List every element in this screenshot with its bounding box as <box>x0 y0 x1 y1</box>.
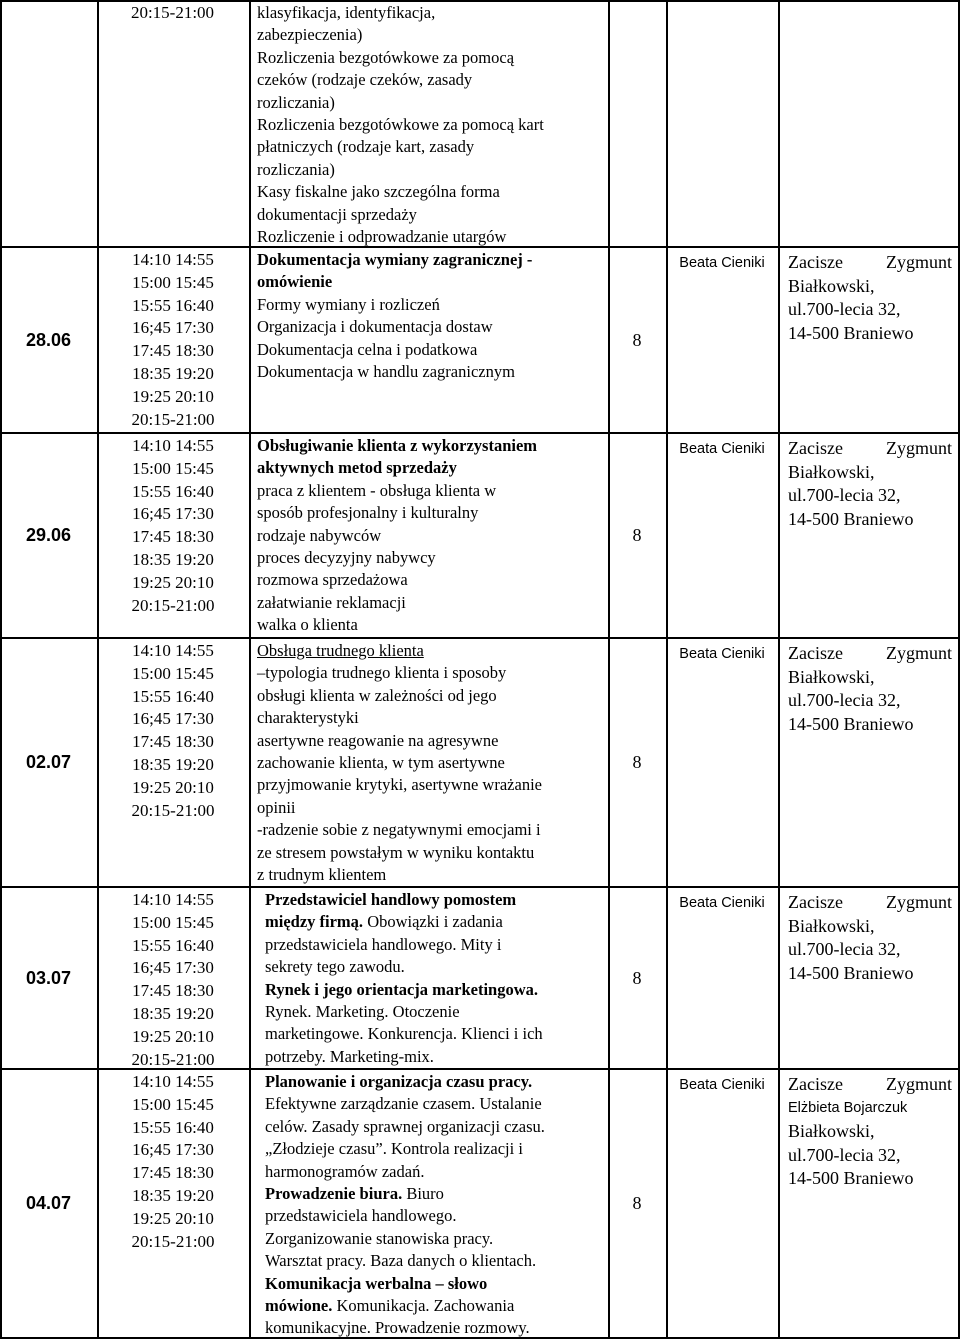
topic-line <box>265 1250 602 1272</box>
venue-name-part: Zacisze <box>788 438 843 458</box>
topic-line <box>265 1161 602 1183</box>
topic-line: ze stresem powstałym w wyniku kontaktu <box>257 842 535 862</box>
time-slot: 20:15-21:00 <box>131 595 215 615</box>
topic-line: sposób profesjonalny i kulturalny <box>257 503 479 523</box>
topic-line <box>265 934 602 956</box>
time-slot: 15:00 15:45 <box>132 458 214 478</box>
hours-count: 8 <box>632 967 642 988</box>
time-slots <box>97 887 249 1069</box>
topic-line: walka o klienta <box>257 615 358 635</box>
topic-segment: Rynek. Marketing. Otoczenie <box>265 1002 460 1022</box>
topic-segment: przedstawiciela handlowego. Mity i <box>265 934 502 954</box>
venue-address-line: ul.700-lecia 32, <box>788 690 901 710</box>
venue-address-line: ul.700-lecia 32, <box>788 299 901 319</box>
topic-segment: harmonogramów zadań. <box>265 1161 425 1181</box>
trainer: Beata Cieniki <box>679 895 765 911</box>
time-slot: 15:00 15:45 <box>132 1094 214 1114</box>
session-date: 29.06 <box>25 525 72 545</box>
topic-segment: Efektywne zarządzanie czasem. Ustalanie <box>265 1094 542 1114</box>
topic-line: klasyfikacja, identyfikacja, <box>257 3 436 22</box>
topic-line <box>265 911 602 933</box>
trainer-name <box>666 247 778 433</box>
venue-name <box>788 251 952 275</box>
topic-line: zabezpieczenia) <box>257 25 363 45</box>
time-slot: 18:35 19:20 <box>132 1003 214 1023</box>
topic-line: –typologia trudnego klienta i sposoby <box>257 663 507 683</box>
time-slot: 15:55 16:40 <box>132 295 214 315</box>
topic-segment: Komunikacja. Zachowania <box>332 1296 515 1316</box>
topic-line: Organizacja i dokumentacja dostaw <box>257 317 493 337</box>
time-slot: 14:10 14:55 <box>132 890 214 909</box>
venue-address <box>778 433 958 638</box>
venue-address-line: Białkowski, <box>788 915 875 936</box>
hours-count: 8 <box>632 329 642 350</box>
venue-address <box>778 1069 958 1338</box>
venue-name-part: Zacisze <box>788 252 843 272</box>
time-slot: 14:10 14:55 <box>132 1072 214 1091</box>
topic-line: zachowanie klienta, w tym asertywne <box>257 753 505 773</box>
topic-cell <box>249 638 608 887</box>
topic-line: praca z klientem - obsługa klienta w <box>257 480 497 500</box>
topic-cell <box>249 247 608 433</box>
venue-name-part: Zacisze <box>788 1074 843 1094</box>
venue-address-line: 14-500 Braniewo <box>788 322 914 343</box>
topic-segment: Warsztat pracy. Baza danych o klientach. <box>265 1251 537 1271</box>
trainer-name <box>666 638 778 887</box>
topic-line: rozliczania) <box>257 92 335 112</box>
time-slot: 16;45 17:30 <box>132 709 214 729</box>
topic-line: Rozliczenia bezgotówkowe za pomocą <box>257 47 515 67</box>
time-slot: 19:25 20:10 <box>132 386 214 406</box>
topic-segment: komunikacyjne. Prowadzenie rozmowy. <box>265 1318 530 1338</box>
topic-line <box>265 1093 602 1115</box>
topic-line: Rozliczenie i odprowadzanie utargów <box>257 227 507 246</box>
time-slot: 18:35 19:20 <box>132 1185 214 1205</box>
topic-line: Dokumentacja celna i podatkowa <box>257 339 478 359</box>
time-slot: 17:45 18:30 <box>132 341 214 361</box>
venue-name-part: Zacisze <box>788 892 843 912</box>
venue-address <box>778 247 958 433</box>
topic-line <box>265 1317 602 1338</box>
venue-address-line: 14-500 Braniewo <box>788 508 914 529</box>
time-slot: 16;45 17:30 <box>132 318 214 338</box>
time-slot: 16;45 17:30 <box>132 504 214 524</box>
topic-line: przyjmowanie krytyki, asertywne wrażanie <box>257 775 542 795</box>
topic-line: Dokumentacja w handlu zagranicznym <box>257 362 515 382</box>
topic-line: -radzenie sobie z negatywnymi emocjami i <box>257 820 541 840</box>
venue-address-line: ul.700-lecia 32, <box>788 1144 901 1165</box>
topic-line: Rozliczenia bezgotówkowe za pomocą kart <box>257 115 544 135</box>
venue-address-line: 14-500 Braniewo <box>788 713 914 734</box>
venue-address-line: Białkowski, <box>788 1121 875 1141</box>
topic-segment: przedstawiciela handlowego. <box>265 1206 457 1226</box>
time-slot: 15:00 15:45 <box>132 272 214 292</box>
time-slot: 19:25 20:10 <box>132 1026 214 1046</box>
topic-segment: potrzeby. Marketing-mix. <box>265 1046 434 1066</box>
topic-line <box>265 1116 602 1138</box>
topic-segment: celów. Zasady sprawnej organizacji czasu. <box>265 1116 545 1136</box>
topic-line: czeków (rodzaje czeków, zasady <box>257 70 473 90</box>
time-slot: 20:15-21:00 <box>131 1231 215 1251</box>
time-slot: 20:15-21:00 <box>130 3 215 22</box>
topic-segment: Rynek i jego orientacja marketingowa. <box>265 979 538 999</box>
venue-name-part: Zygmunt <box>886 438 952 458</box>
topic-line <box>265 1228 602 1250</box>
topic-line: płatniczych (rodzaje kart, zasady <box>257 137 475 157</box>
hours-count: 8 <box>632 1193 642 1213</box>
topic-line <box>265 1183 602 1205</box>
topic-segment: Prowadzenie biura. <box>265 1184 403 1204</box>
time-slot: 17:45 18:30 <box>132 981 214 1001</box>
time-slots <box>97 433 249 638</box>
topic-segment: między firmą. <box>265 912 364 932</box>
venue-extra-name: Elżbieta Bojarczuk <box>788 1099 908 1116</box>
session-date: 03.07 <box>25 967 72 988</box>
topic-line: Formy wymiany i rozliczeń <box>257 294 440 314</box>
topic-line: rodzaje nabywców <box>257 525 382 545</box>
topic-line: obsługi klienta w zależności od jego <box>257 685 497 705</box>
topic-line <box>265 979 602 1001</box>
time-slot: 16;45 17:30 <box>132 1140 214 1160</box>
topic-segment: Przedstawiciel handlowy pomostem <box>265 890 517 909</box>
topic-line: omówienie <box>257 272 333 292</box>
topic-line <box>265 1295 602 1317</box>
topic-line: aktywnych metod sprzedaży <box>257 458 457 478</box>
topic-cell <box>249 887 608 1069</box>
venue-name-part: Zygmunt <box>886 252 952 272</box>
time-slots <box>97 247 249 433</box>
venue-name <box>788 891 952 915</box>
venue-address-line: 14-500 Braniewo <box>788 962 914 983</box>
topic-cell <box>249 1069 608 1338</box>
topic-line <box>265 1138 602 1160</box>
topic-line: Kasy fiskalne jako szczególna forma <box>257 182 500 202</box>
time-slot: 15:55 16:40 <box>132 686 214 706</box>
time-slot: 19:25 20:10 <box>132 1208 214 1228</box>
time-slot: 17:45 18:30 <box>132 527 214 547</box>
topic-segment: mówione. <box>265 1296 333 1316</box>
venue-name <box>788 437 952 461</box>
time-slot: 16;45 17:30 <box>132 958 214 978</box>
topic-line: asertywne reagowanie na agresywne <box>257 730 499 750</box>
time-slot: 15:55 16:40 <box>132 1117 214 1137</box>
venue-address <box>778 638 958 887</box>
topic-line: z trudnym klientem <box>257 865 387 885</box>
topic-line: Obsługa trudnego klienta <box>257 641 424 660</box>
time-slot: 20:15-21:00 <box>131 409 215 429</box>
venue-address-line: ul.700-lecia 32, <box>788 485 901 505</box>
time-slot: 18:35 19:20 <box>132 754 214 774</box>
topic-line <box>265 1046 602 1068</box>
topic-line <box>265 1023 602 1045</box>
topic-line: proces decyzyjny nabywcy <box>257 548 436 568</box>
venue-address <box>778 887 958 1069</box>
topic-line: Obsługiwanie klienta z wykorzystaniem <box>257 436 538 455</box>
topic-line: załatwianie reklamacji <box>257 592 406 612</box>
topic-segment: marketingowe. Konkurencja. Klienci i ich <box>265 1024 543 1044</box>
trainer-name <box>666 1069 778 1338</box>
time-slots <box>97 1069 249 1338</box>
time-slot: 19:25 20:10 <box>132 777 214 797</box>
topic-segment: „Złodzieje czasu”. Kontrola realizacji i <box>265 1139 523 1159</box>
session-date: 02.07 <box>25 752 72 772</box>
venue-name-part: Zacisze <box>788 643 843 663</box>
time-slot: 18:35 19:20 <box>132 363 214 383</box>
topic-line <box>265 889 602 911</box>
time-slot: 20:15-21:00 <box>131 1049 215 1069</box>
trainer-name <box>666 887 778 1069</box>
venue-address-line: 14-500 Braniewo <box>788 1168 914 1188</box>
time-slots <box>97 638 249 887</box>
venue-address-line: Białkowski, <box>788 275 875 296</box>
topic-line: dokumentacji sprzedaży <box>257 204 417 224</box>
topic-line: rozmowa sprzedażowa <box>257 570 408 590</box>
time-slot: 18:35 19:20 <box>132 549 214 569</box>
venue-name-part: Zygmunt <box>886 892 952 912</box>
time-slot: 14:10 14:55 <box>132 641 214 660</box>
column-rule <box>958 0 960 1339</box>
time-slot: 15:00 15:45 <box>132 912 214 932</box>
topic-segment: Biuro <box>402 1184 444 1204</box>
hours-count: 8 <box>632 752 642 772</box>
venue-name <box>788 642 952 666</box>
session-date: 28.06 <box>25 329 72 350</box>
topic-line: opinii <box>257 797 296 817</box>
time-slot: 14:10 14:55 <box>132 436 214 455</box>
topic-line: Dokumentacja wymiany zagranicznej - <box>257 250 533 269</box>
time-slot: 15:55 16:40 <box>132 935 214 955</box>
trainer: Beata Cieniki <box>679 255 765 271</box>
topic-line <box>265 1071 602 1093</box>
topic-segment: Planowanie i organizacja czasu pracy. <box>265 1072 533 1091</box>
time-slot: 20:15-21:00 <box>131 800 215 820</box>
venue-address-line: Białkowski, <box>788 666 875 687</box>
topic-segment: Obowiązki i zadania <box>363 912 503 932</box>
topic-line <box>265 1001 602 1023</box>
topic-line <box>265 1205 602 1227</box>
topic-segment: Komunikacja werbalna – słowo <box>265 1273 488 1293</box>
time-slots <box>97 0 248 246</box>
venue-name-part: Zygmunt <box>886 643 952 663</box>
trainer-name <box>666 433 778 638</box>
time-slot: 17:45 18:30 <box>132 732 214 752</box>
topic-line <box>265 1273 602 1295</box>
trainer: Beata Cieniki <box>679 646 765 662</box>
topic-line <box>265 956 602 978</box>
time-slot: 15:00 15:45 <box>132 663 214 683</box>
topic-line: charakterystyki <box>257 708 359 728</box>
trainer: Beata Cieniki <box>679 1077 765 1093</box>
venue-address-line: Białkowski, <box>788 461 875 482</box>
venue-address-line: ul.700-lecia 32, <box>788 939 901 959</box>
session-date: 04.07 <box>25 1193 72 1213</box>
topic-cell <box>249 433 608 638</box>
venue-name-part: Zygmunt <box>886 1074 952 1094</box>
time-slot: 14:10 14:55 <box>132 250 214 269</box>
time-slot: 19:25 20:10 <box>132 572 214 592</box>
topic-line: rozliczania) <box>257 159 335 179</box>
time-slot: 17:45 18:30 <box>132 1163 214 1183</box>
trainer: Beata Cieniki <box>679 441 765 457</box>
topic-segment: sekrety tego zawodu. <box>265 957 405 977</box>
time-slot: 15:55 16:40 <box>132 481 214 501</box>
hours-count: 8 <box>632 525 642 545</box>
topic-cell <box>249 0 608 246</box>
topic-segment: Zorganizowanie stanowiska pracy. <box>265 1228 494 1248</box>
venue-name <box>788 1073 952 1097</box>
